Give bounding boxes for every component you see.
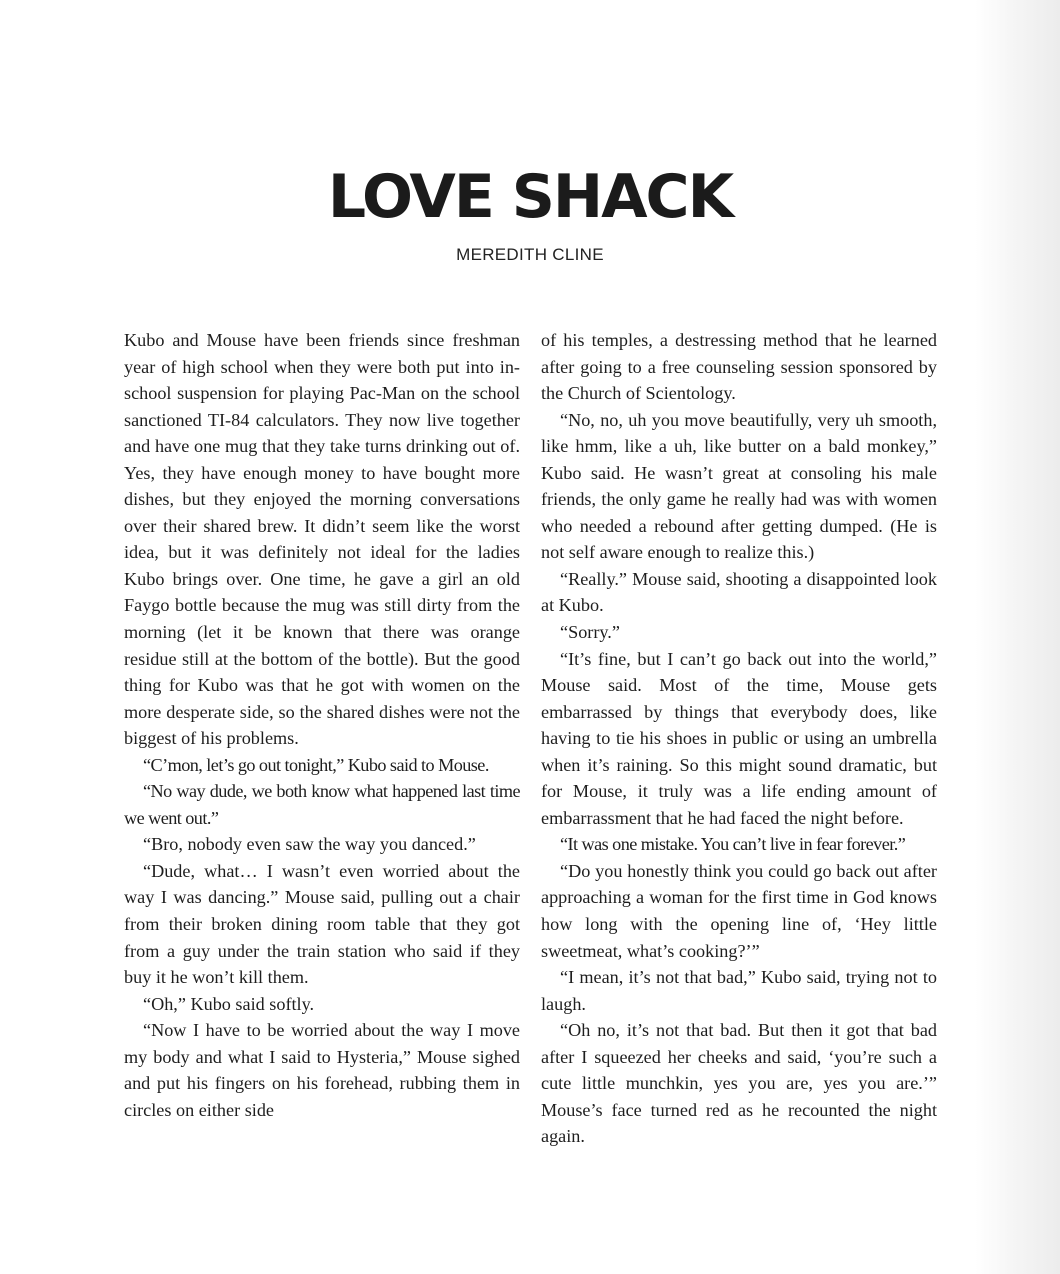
paragraph: “I mean, it’s not that bad,” Kubo said, trying not to laugh. (541, 967, 937, 1014)
paragraph: of his temples, a destressing method that he learned after going to a free counseling session sponsored by the Church of Scientology. (541, 330, 937, 404)
paragraph: Kubo and Mouse have been friends since freshman year of high school when they were both put into in-school suspension for playing Pac-Man on the school sanctioned TI-84 calculators. They now live together and have one mug that they take turns drinking out of. Yes, they have enough money to have bought more dishes, but they enjoyed the morning conversations over their shared brew. It didn’t seem like the worst idea, but it was definitely not ideal for the ladies Kubo brings over. One time, he gave a girl an old Faygo bottle because the mug was still dirty from the morning (let it be known that there was orange residue still at the bottom of the bottle). But the good thing for Kubo was that he got with women on the more desperate side, so the shared dishes were not the biggest of his problems. (124, 330, 520, 749)
article-title: LOVE SHACK (327, 162, 733, 232)
paragraph: “Sorry.” (560, 622, 620, 643)
paragraph: “No, no, uh you move beautifully, very uh smooth, like hmm, like a uh, like butter on a bald monkey,” Kubo said. He wasn’t great at consoling his male friends, the only game he really had was with women who needed a rebound after getting dumped. (He is not self aware enough to realize this.) (541, 409, 937, 563)
left-column (124, 327, 520, 1123)
paragraph: “No way dude, we both know what happened last time we went out.” (124, 781, 520, 828)
paragraph: “It was one mistake. You can’t live in fear forever.” (560, 834, 906, 855)
paragraph: “Oh,” Kubo said softly. (143, 993, 315, 1014)
paragraph: “Really.” Mouse said, shooting a disappointed look at Kubo. (541, 568, 937, 616)
paragraph: “Do you honestly think you could go back out after approaching a woman for the first time in God knows how long with the opening line of, ‘Hey little sweetmeat, what’s cooking?’” (541, 860, 937, 961)
paragraph: “Oh no, it’s not that bad. But then it got that bad after I squeezed her cheeks and said, ‘you’re such a cute little munchkin, yes you are, yes you are.’” Mouse’s face turned red as he recounted the night again. (541, 1020, 937, 1147)
paragraph: “Now I have to be worried about the way I move my body and what I said to Hysteria,” Mouse sighed and put his fingers on his forehead, rubbing them in circles on either side (124, 1020, 520, 1120)
right-column (541, 327, 937, 1150)
paragraph: “Dude, what… I wasn’t even worried about the way I was dancing.” Mouse said, pulling out a chair from their broken dining room table that they got from a guy under the train station who said if they buy it he won’t kill them. (124, 860, 520, 988)
article-author: MEREDITH CLINE (456, 245, 604, 264)
paragraph: “C’mon, let’s go out tonight,” Kubo said to Mouse. (143, 754, 489, 775)
paragraph: “It’s fine, but I can’t go back out into the world,” Mouse said. Most of the time, Mouse gets embarrassed by things that everybody does, like having to tie his shoes in public or using an umbrella when it’s raining. So this might sound dramatic, but for Mouse, it truly was a life ending amount of embarrassment that he had faced the night before. (541, 648, 937, 828)
paragraph: “Bro, nobody even saw the way you danced.” (143, 834, 476, 855)
